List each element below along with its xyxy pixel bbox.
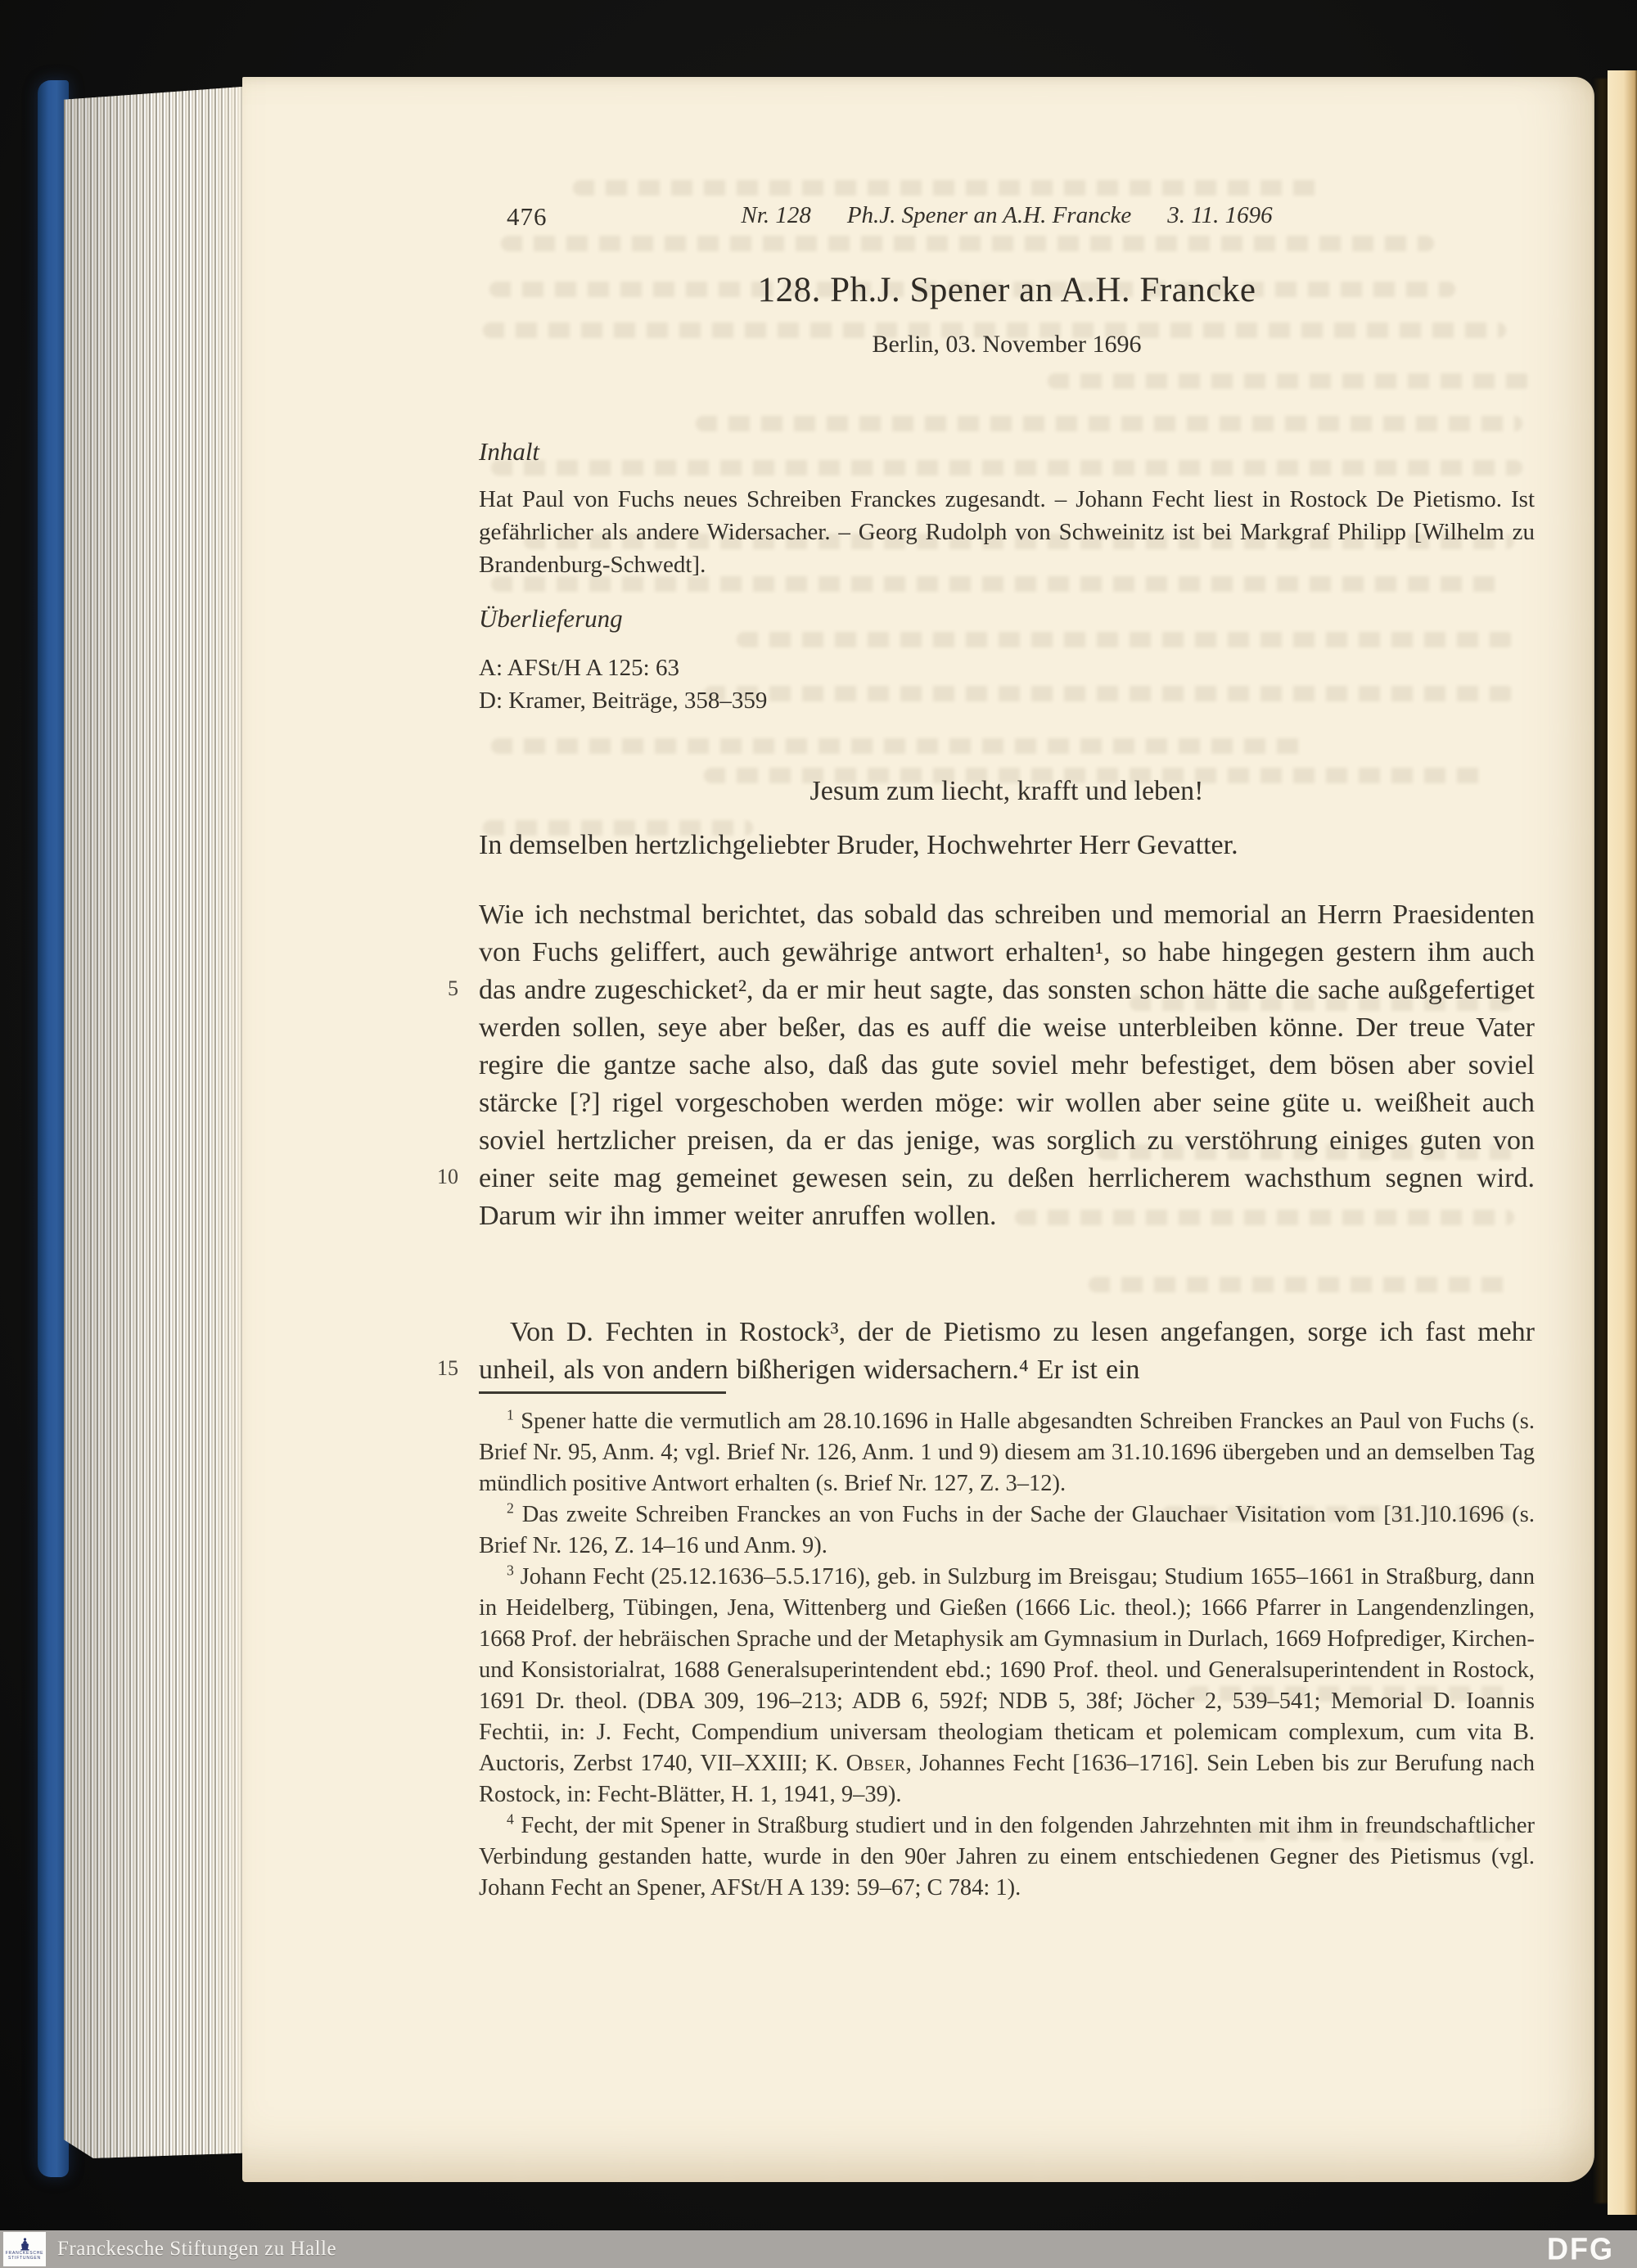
source-line-a: A: AFSt/H A 125: 63	[479, 655, 679, 681]
running-title-author: Ph.J. Spener an A.H. Francke	[846, 202, 1132, 228]
letter-paragraph-1: Wie ich nechstmal berichtet, das sobald das schreiben und memorial an Herrn Praesidenten von Fuchs geliffert, auch gewährige antwort erhalten¹, so habe hingegen gestern ihm auch das andre zugeschicket², da er mir heut sagte, das sonsten schon hätte die sache außgefertiget werden sollen, seye aber beßer, das es auff die weise unterbleiben könne. Der treue Vater regire die gantze sache also, daß das gute soviel mehr befestiget, dem bösen aber soviel stärcke [?] rigel vorgeschoben werden möge: wir wollen aber seine güte u. weißheit auch soviel hertzlicher preisen, da er das jenige, was sorglich zu verstöhrung einiges guten von einer seite mag gemeinet gewesen sein, zu deßen herrlicherem wachsthum segnen wird. Darum wir ihn immer weiter anruffen wollen.	[479, 900, 1535, 1231]
viewer-footer-bar	[0, 2230, 1637, 2268]
letter-salutation: In demselben hertzlichgeliebter Bruder, Hochwehrter Herr Gevatter.	[479, 830, 1238, 860]
letter-title: 128. Ph.J. Spener an A.H. Francke	[757, 271, 1256, 309]
inhalt-heading: Inhalt	[479, 437, 540, 466]
footnote-3-smallcaps-name: Obser	[846, 1751, 906, 1776]
dfg-logo: DFG	[1547, 2230, 1614, 2266]
letter-paragraph-2: Von D. Fechten in Rostock³, der de Pietismo zu lesen angefangen, sorge ich fast mehr unheil, als von andern bißherigen widersachern.⁴ Er ist ein	[479, 1317, 1535, 1385]
footnote-4	[479, 1810, 1535, 1904]
bleed-through-line	[491, 460, 1522, 476]
running-title-nr: Nr. 128	[741, 202, 811, 228]
logo-text-line1: FRANCKESCHE	[5, 2251, 44, 2256]
footnote-3-marker: 3	[507, 1562, 514, 1579]
line-number-15: 15	[437, 1356, 458, 1380]
letter-dateline: Berlin, 03. November 1696	[872, 331, 1142, 358]
library-label: Franckesche Stiftungen zu Halle	[57, 2238, 337, 2260]
footnote-1-marker: 1	[507, 1406, 514, 1423]
bleed-through-line	[704, 686, 1514, 701]
line-number-10: 10	[437, 1165, 458, 1188]
letter-motto: Jesum zum liecht, krafft und leben!	[809, 776, 1204, 806]
footnote-3-text: Johann Fecht (25.12.1636–5.5.1716), geb. in Sulzburg im Breisgau; Studium 1655–1661 in Straßburg, dann in Heidelberg, Tübingen, Jena, Wittenberg und Gießen (1666 Lic. theol.); 1666 Pfarrer in Langendenzlingen, 1668 Prof. der hebräischen Sprache und der Metaphysik am Gymnasium in Durlach, 1669 Hofprediger, Kirchen- und Konsistorialrat, 1688 Generalsuperintendent ebd.; 1690 Prof. theol. und Generalsuperintendent in Rostock, 1691 Dr. theol. (DBA 309, 196–213; ADB 6, 592f; NDB 5, 38f; Jöcher 2, 539–541; Memorial D. Ioannis Fechtii, in: J. Fecht, Compendium universam theologiam theticam et polemicam complexum, cum vita B. Auctoris, Zerbst 1740, VII–XXIII; K.	[479, 1564, 1536, 1776]
franckesche-emblem-icon	[19, 2238, 31, 2251]
running-title	[479, 202, 1535, 229]
bleed-through-line	[573, 180, 1326, 196]
footnote-block	[479, 1406, 1535, 1904]
footnote-2	[479, 1499, 1535, 1562]
source-line-d: D: Kramer, Beiträge, 358–359	[479, 688, 768, 714]
page-number: 476	[507, 202, 548, 231]
footnote-1	[479, 1406, 1535, 1499]
footnote-2-marker: 2	[507, 1499, 514, 1517]
footnote-4-text: Fecht, der mit Spener in Straßburg studiert und in den folgenden Jahrzehnten mit ihm in freundschaftlicher Verbindung gestanden hatte, wurde in den 90er Jahren zu einem entschiedenen Gegner des Pietismus (vgl. Johann Fecht an Spener, AFSt/H A 139: 59–67; C 784: 1).	[479, 1813, 1535, 1901]
ueberlieferung-heading: Überlieferung	[479, 604, 623, 633]
footnote-3-text-end: , Johannes Fecht [1636–1716]. Sein Leben bis zur Berufung nach Rostock, in: Fecht-Blätter, H. 1, 1941, 9–39).	[479, 1751, 1535, 1807]
page-gutter-shadow	[1593, 79, 1609, 2203]
footnote-3	[479, 1562, 1535, 1810]
bleed-through-line	[491, 738, 1310, 754]
footnote-separator-rule	[479, 1391, 726, 1394]
footnote-1-text: Spener hatte die vermutlich am 28.10.1696 in Halle abgesandten Schreiben Franckes an Paul von Fuchs (s. Brief Nr. 95, Anm. 4; vgl. Brief Nr. 126, Anm. 1 und 9) diesem am 31.10.1696 übergeben und an demselben Tag mündlich positive Antwort erhalten (s. Brief Nr. 127, Z. 3–12).	[479, 1409, 1536, 1496]
bleed-through-line	[501, 236, 1434, 251]
logo-text-line2: STIFTUNGEN	[8, 2256, 41, 2261]
franckesche-stiftungen-logo	[3, 2232, 46, 2266]
bleed-through-line	[696, 416, 1522, 431]
footnote-2-text: Das zweite Schreiben Franckes an von Fuchs in der Sache der Glauchaer Visitation vom [31.]10.1696 (s. Brief Nr. 126, Z. 14–16 und Anm. 9).	[479, 1502, 1536, 1558]
inhalt-text: Hat Paul von Fuchs neues Schreiben Franckes zugesandt. – Johann Fecht liest in Rostock De Pietismo. Ist gefährlicher als andere Widersacher. – Georg Rudolph von Schweinitz ist bei Markgraf Philipp [Wilhelm zu Brandenburg-Schwedt].	[479, 486, 1535, 578]
footnote-4-marker: 4	[507, 1810, 514, 1828]
line-number-5: 5	[448, 976, 458, 1000]
running-header	[479, 202, 1535, 235]
running-title-date: 3. 11. 1696	[1167, 202, 1273, 228]
bleed-through-line	[1089, 1277, 1514, 1292]
bleed-through-line	[737, 632, 1514, 647]
facing-page-fore-edge	[1608, 70, 1637, 2215]
bleed-through-line	[1048, 373, 1531, 389]
